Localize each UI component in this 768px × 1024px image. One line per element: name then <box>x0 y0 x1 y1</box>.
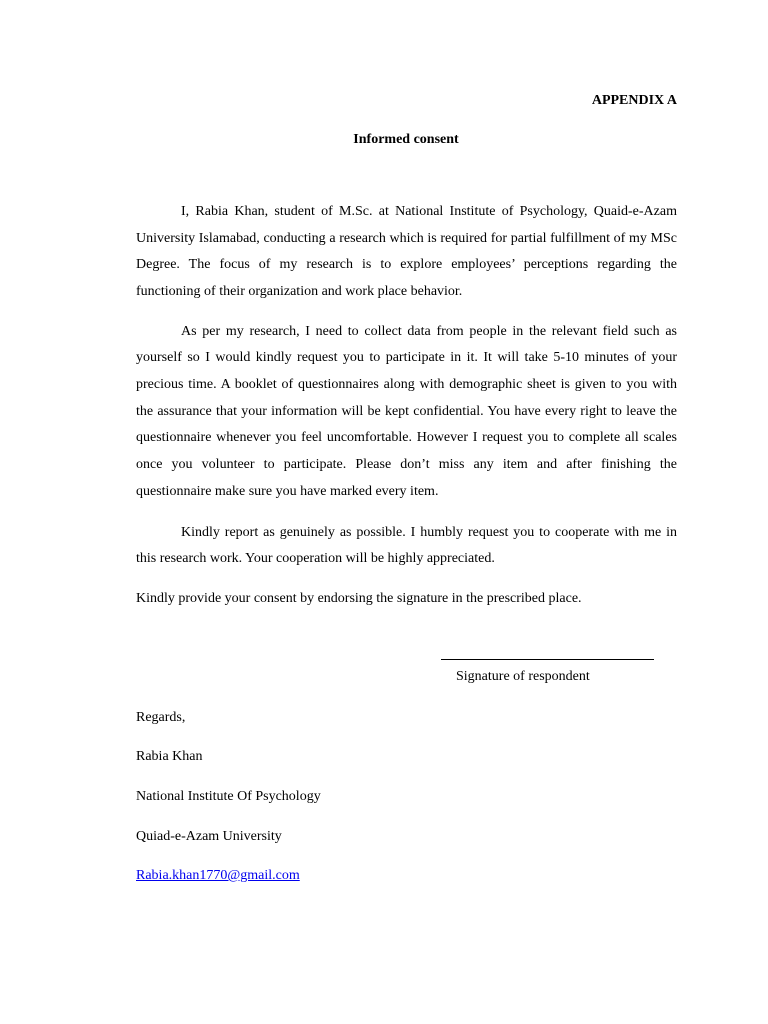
signature-line <box>441 659 654 660</box>
paragraph-consent: Kindly provide your consent by endorsing the signature in the prescribed place. <box>136 591 582 606</box>
author-institute: National Institute Of Psychology <box>136 789 321 804</box>
paragraph-introduction: I, Rabia Khan, student of M.Sc. at National Institute of Psychology, Quaid-e-Azam University Islamabad, conducting a research which is required for partial fulfillment of my MSc Degree. The focus of my research is to explore employees’ perceptions regarding the functioning of their organization and work place behavior. <box>136 204 677 300</box>
author-email-link[interactable]: Rabia.khan1770@gmail.com <box>136 868 300 883</box>
author-university: Quiad-e-Azam University <box>136 829 282 844</box>
document-title: Informed consent <box>353 132 459 147</box>
paragraph-cooperation: Kindly report as genuinely as possible. I humbly request you to cooperate with me in this research work. Your cooperation will be highly appreciated. <box>136 524 677 567</box>
paragraph-request: As per my research, I need to collect data from people in the relevant field such as yourself so I would kindly request you to participate in it. It will take 5-10 minutes of your precious time. A booklet of questionnaires along with demographic sheet is given to you with the assurance that your information will be kept confidential. You have every right to leave the questionnaire whenever you feel uncomfortable. However I request you to complete all scales once you volunteer to participate. Please don’t miss any item and after finishing the questionnaire make sure you have marked every item. <box>136 323 677 499</box>
signature-label: Signature of respondent <box>456 669 590 684</box>
author-name: Rabia Khan <box>136 749 203 764</box>
appendix-label: APPENDIX A <box>591 93 677 108</box>
closing-salutation: Regards, <box>136 710 186 725</box>
